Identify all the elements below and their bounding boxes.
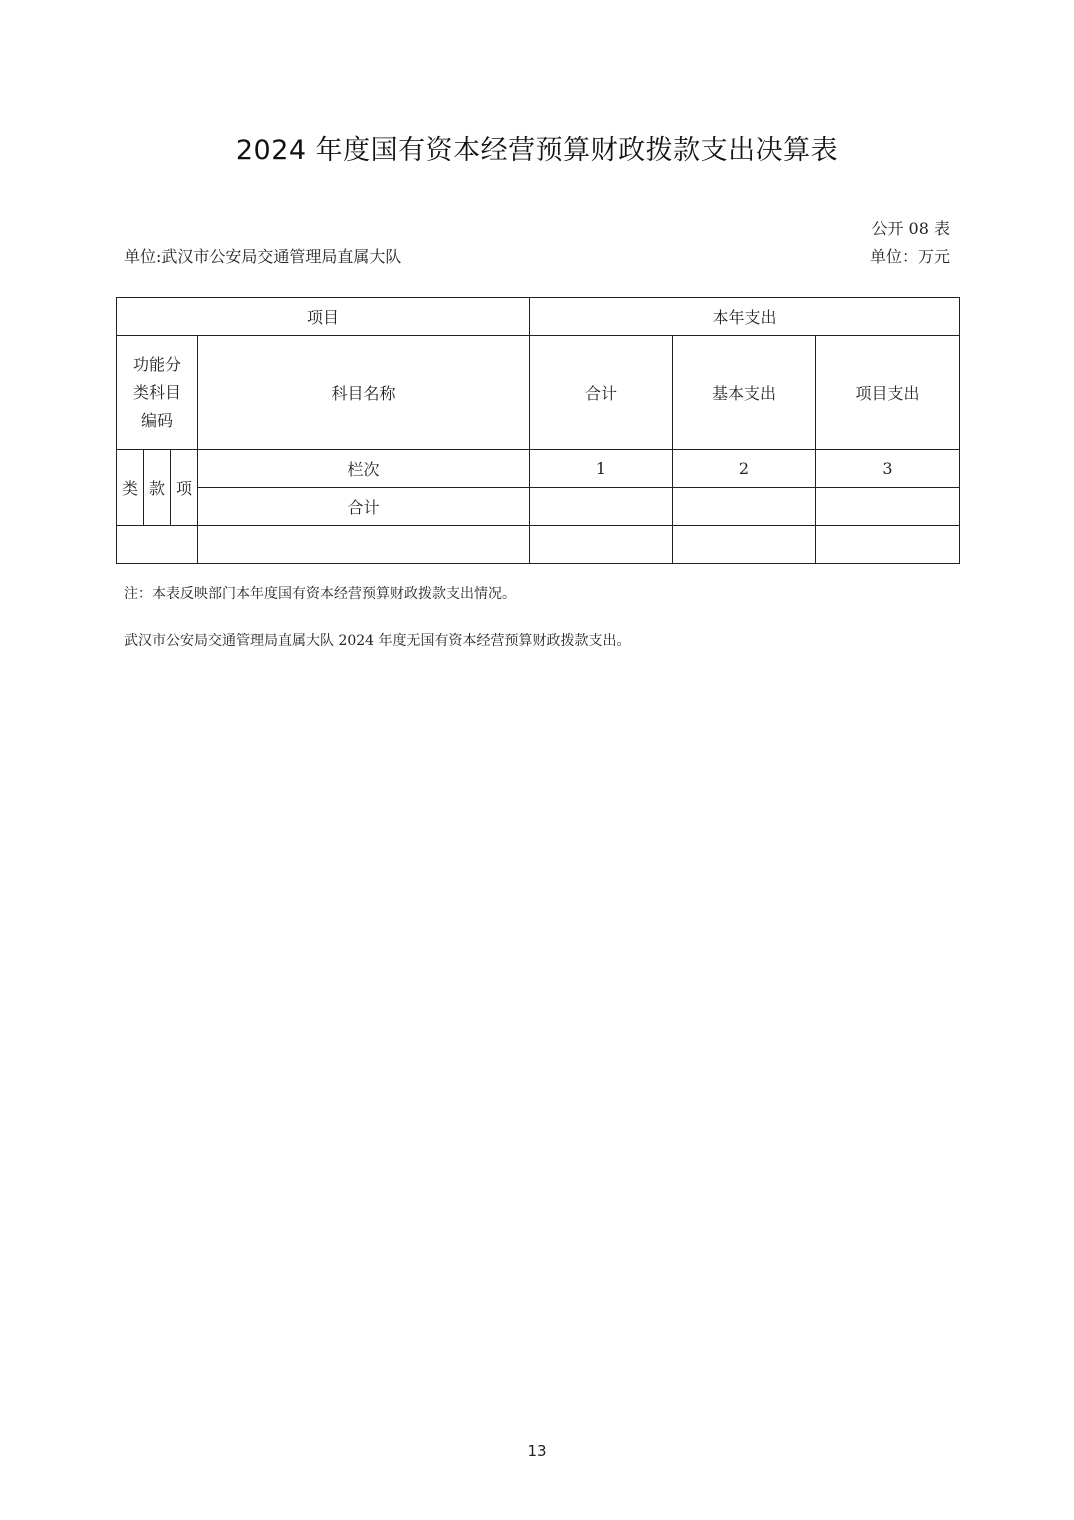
empty-basic-cell — [673, 526, 816, 564]
unit-currency: 单位：万元 — [869, 247, 950, 266]
unit-organization: 单位:武汉市公安局交通管理局直属大队 — [124, 247, 402, 266]
empty-subject-cell — [198, 526, 530, 564]
total-row-total — [530, 488, 673, 526]
header-lei: 类 — [117, 450, 144, 526]
column-number-1: 1 — [530, 450, 673, 488]
column-number-2: 2 — [673, 450, 816, 488]
empty-code-cell — [117, 526, 198, 564]
empty-data-row — [117, 526, 960, 564]
function-code-line-3: 编码 — [140, 410, 173, 430]
total-row-basic — [673, 488, 816, 526]
header-basic-expense: 基本支出 — [673, 336, 816, 450]
empty-project-cell — [816, 526, 960, 564]
header-subject-name: 科目名称 — [198, 336, 530, 450]
header-row-1 — [117, 298, 960, 336]
column-number-3: 3 — [816, 450, 960, 488]
column-order-row — [117, 450, 960, 488]
header-project: 项目 — [117, 298, 530, 336]
form-number: 公开 08 表 — [871, 219, 950, 238]
page-title: 2024 年度国有资本经营预算财政拨款支出决算表 — [235, 135, 839, 166]
header-function-code — [117, 336, 198, 450]
header-kuan: 款 — [144, 450, 171, 526]
table-note: 注：本表反映部门本年度国有资本经营预算财政拨款支出情况。 — [124, 586, 516, 602]
function-code-line-2: 类科目 — [132, 382, 181, 402]
header-xiang: 项 — [171, 450, 198, 526]
header-row-2 — [117, 336, 960, 450]
column-order-label: 栏次 — [198, 450, 530, 488]
no-expense-statement: 武汉市公安局交通管理局直属大队 2024 年度无国有资本经营预算财政拨款支出。 — [124, 633, 631, 649]
header-total: 合计 — [530, 336, 673, 450]
expense-table — [116, 297, 960, 564]
total-row — [117, 488, 960, 526]
total-row-label: 合计 — [198, 488, 530, 526]
header-project-expense: 项目支出 — [816, 336, 960, 450]
empty-total-cell — [530, 526, 673, 564]
total-row-project — [816, 488, 960, 526]
header-current-year-expense: 本年支出 — [530, 298, 960, 336]
page-number: 13 — [527, 1442, 547, 1460]
function-code-line-1: 功能分 — [132, 354, 181, 374]
